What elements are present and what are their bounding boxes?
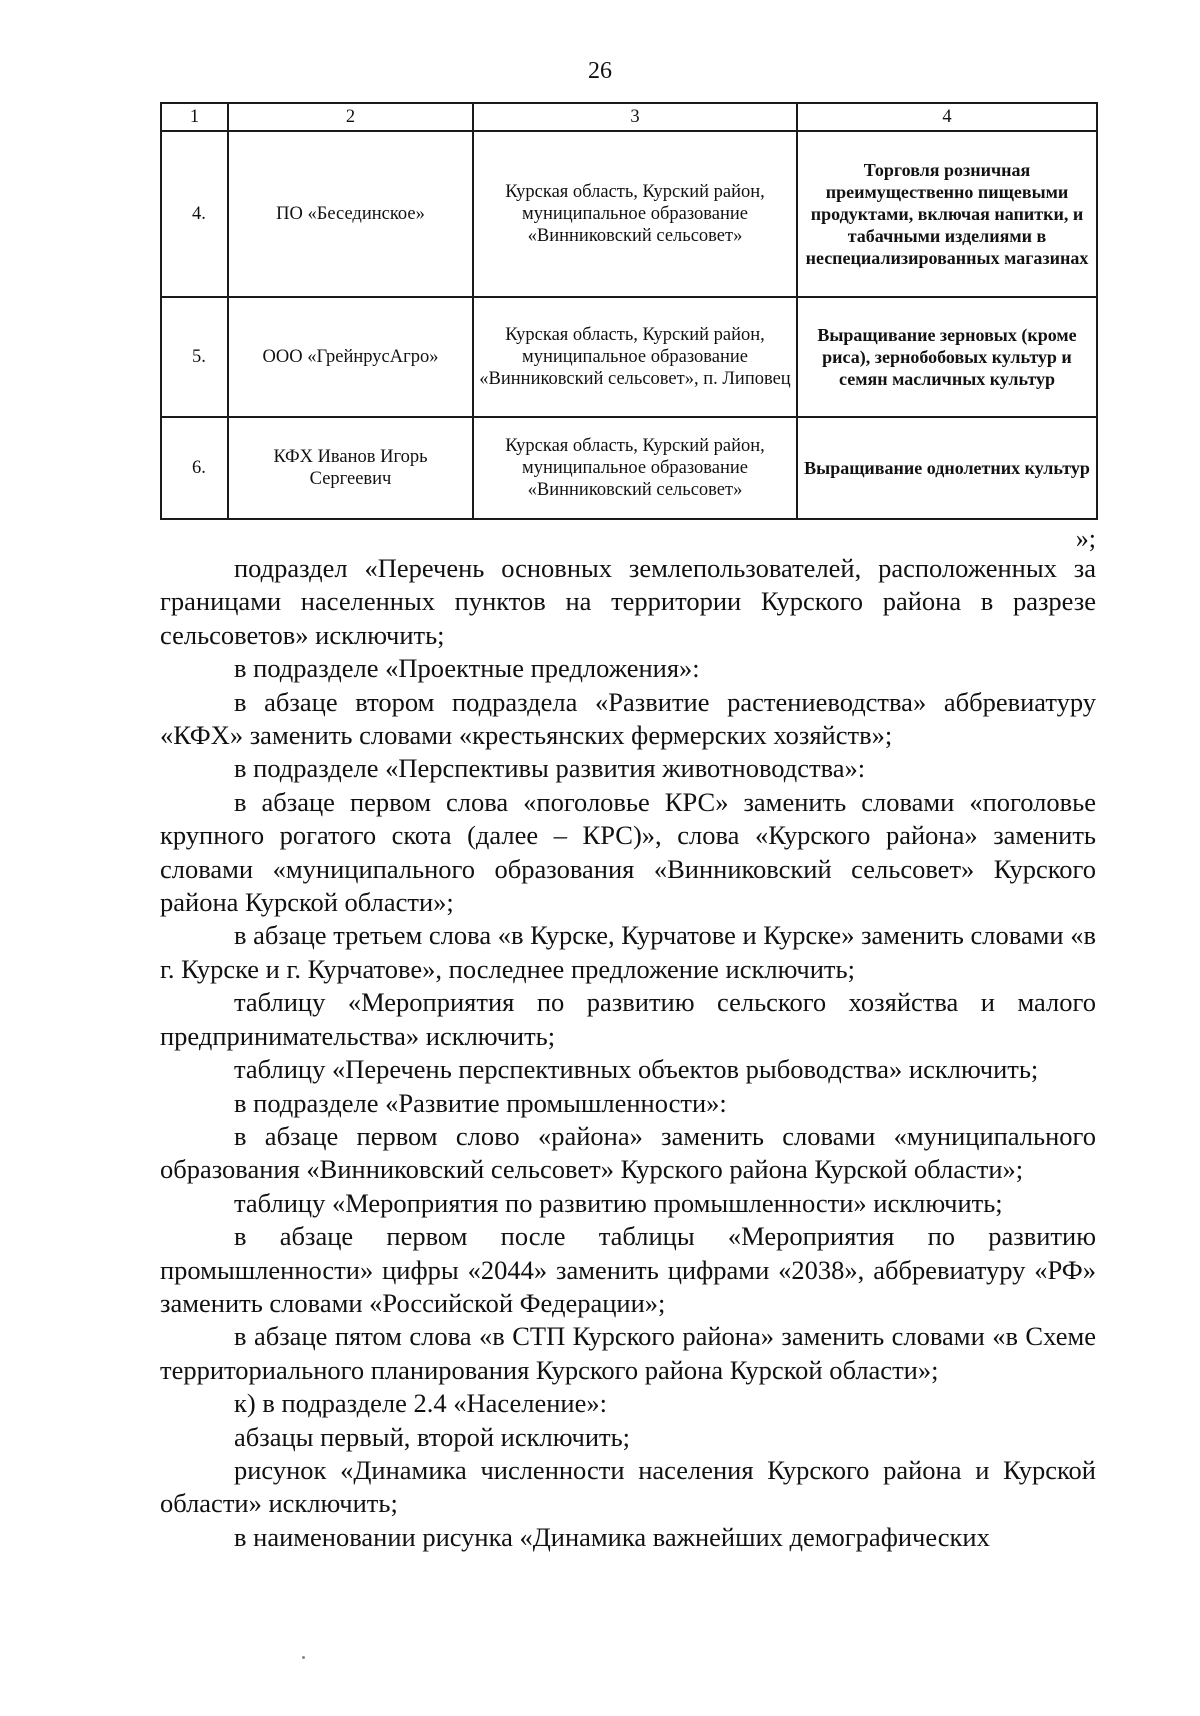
paragraph: в абзаце первом слова «поголовье КРС» заменить словами «поголовье крупного рогатого скота (далее – КРС)», слова «Курского района» заменить словами «муниципального образования «Винниковский сельсовет» Курского района Курской области»; [160, 786, 1096, 918]
paragraph: в абзаце первом слово «района» заменить словами «муниципального образования «Винниковский сельсовет» Курского района Курской области»; [160, 1120, 1096, 1185]
page-number: 26 [588, 58, 612, 84]
paragraph: к) в подразделе 2.4 «Население»: [234, 1388, 607, 1419]
organization-location: Курская область, Курский район, муниципальное образование «Винниковский сельсовет» [473, 131, 797, 297]
column-header: 1 [161, 103, 228, 131]
organization-location: Курская область, Курский район, муниципальное образование «Винниковский сельсовет» [473, 417, 797, 519]
row-number: 6. [161, 417, 228, 519]
paragraph: в подразделе «Проектные предложения»: [234, 653, 700, 684]
row-number: 4. [161, 131, 228, 297]
column-header: 4 [797, 103, 1097, 131]
table-row [161, 417, 1097, 519]
amendments-text [160, 552, 1096, 1554]
column-header: 2 [228, 103, 473, 131]
paragraph: в абзаце втором подраздела «Развитие растениеводства» аббревиатуру «КФХ» заменить словами «крестьянских фермерских хозяйств»; [160, 686, 1096, 751]
column-header: 3 [473, 103, 797, 131]
paragraph: в подразделе «Развитие промышленности»: [234, 1087, 727, 1118]
paragraph: абзацы первый, второй исключить; [234, 1421, 631, 1452]
paragraph: таблицу «Мероприятия по развитию промышленности» исключить; [234, 1187, 1003, 1218]
paragraph: таблицу «Перечень перспективных объектов рыбоводства» исключить; [234, 1054, 1039, 1085]
row-number: 5. [161, 297, 228, 417]
paragraph: в абзаце третьем слова «в Курске, Курчатове и Курске» заменить словами «в г. Курске и г. Курчатове», последнее предложение исключить; [160, 920, 1096, 984]
closing-quote-mark: »; [1075, 524, 1096, 553]
table-row [161, 131, 1097, 297]
paragraph: в абзаце первом после таблицы «Мероприятия по развитию промышленности» цифры «2044» заменить цифрами «2038», аббревиатуру «РФ» заменить словами «Российской Федерации»; [160, 1221, 1096, 1318]
organization-activity: Торговля розничная преимущественно пищевыми продуктами, включая напитки, и табачными изделиями в неспециализированных магазинах [797, 131, 1097, 297]
organization-activity: Выращивание зерновых (кроме риса), зернобобовых культур и семян масличных культур [797, 297, 1097, 417]
organization-activity: Выращивание однолетних культур [797, 417, 1097, 519]
paragraph: таблицу «Мероприятия по развитию сельского хозяйства и малого предпринимательства» исключить; [160, 987, 1096, 1051]
table-row [161, 297, 1097, 417]
paragraph: подраздел «Перечень основных землепользователей, расположенных за границами населенных пунктов на территории Курского района в разрезе сельсоветов» исключить; [160, 553, 1096, 650]
organization-name: ПО «Бесединское» [228, 131, 473, 297]
paragraph: в абзаце пятом слова «в СТП Курского района» заменить словами «в Схеме территориального планирования Курского района Курской области»; [160, 1321, 1096, 1385]
organization-location: Курская область, Курский район, муниципальное образование «Винниковский сельсовет», п. Липовец [473, 297, 797, 417]
paragraph: в наименовании рисунка «Динамика важнейших демографических [234, 1521, 990, 1552]
scan-speck [302, 1656, 305, 1659]
organization-name: ООО «ГрейнрусАгро» [228, 297, 473, 417]
paragraph: рисунок «Динамика численности населения Курского района и Курской области» исключить; [160, 1454, 1096, 1519]
land-users-table [160, 102, 1098, 520]
organization-name: КФХ Иванов Игорь Сергеевич [228, 417, 473, 519]
paragraph: в подразделе «Перспективы развития животноводства»: [234, 753, 866, 784]
table-header-row [161, 103, 1097, 131]
